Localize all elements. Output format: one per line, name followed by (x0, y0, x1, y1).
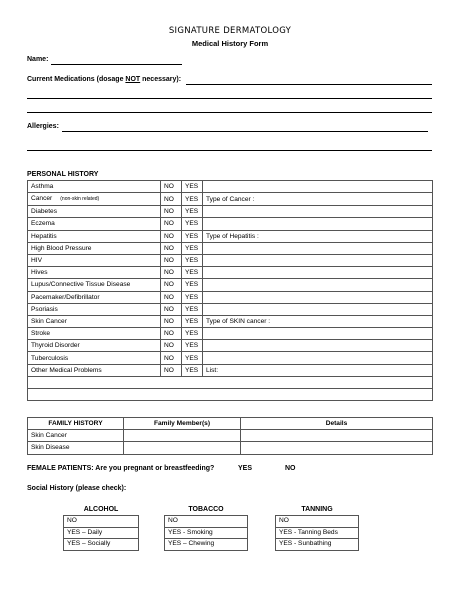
no-option[interactable]: NO (161, 291, 182, 303)
medications-label-not: NOT (125, 76, 141, 83)
social-history-heading: Social History (please check): (27, 485, 127, 492)
no-option[interactable]: NO (161, 303, 182, 315)
detail-cell[interactable]: Type of Hepatitis : (203, 230, 433, 242)
pregnancy-yes-option[interactable]: YES (238, 465, 253, 472)
personal-history-row (28, 242, 433, 254)
detail-cell[interactable] (203, 242, 433, 254)
medications-field-line-1[interactable] (186, 84, 432, 85)
condition-cell (28, 267, 161, 279)
blank-cell[interactable] (28, 389, 433, 401)
family-history-row (28, 430, 433, 442)
personal-history-row (28, 206, 433, 218)
condition-label: Cancer (31, 195, 53, 203)
yes-option[interactable]: YES (182, 193, 203, 206)
condition-label: Lupus/Connective Tissue Disease (31, 281, 131, 289)
condition-cell (28, 291, 161, 303)
allergies-field-line-2[interactable] (27, 150, 432, 151)
condition-cell (28, 254, 161, 266)
condition-label: Asthma (31, 183, 54, 191)
detail-cell[interactable] (203, 181, 433, 193)
alcohol-option-daily[interactable]: YES – Daily (64, 527, 139, 539)
family-history-header: FAMILY HISTORY (28, 418, 124, 430)
condition-cell (28, 328, 161, 340)
family-history-table (27, 417, 433, 455)
family-details-cell[interactable] (241, 430, 433, 442)
family-condition-label: Skin Disease (28, 442, 124, 454)
personal-history-row (28, 181, 433, 193)
condition-cell (28, 303, 161, 315)
no-option[interactable]: NO (161, 181, 182, 193)
tanning-option-sunbathing[interactable]: YES - Sunbathing (276, 539, 359, 551)
tanning-options (275, 515, 359, 551)
detail-cell[interactable] (203, 218, 433, 230)
personal-history-row (28, 230, 433, 242)
tanning-option-tanning-beds[interactable]: YES - Tanning Beds (276, 527, 359, 539)
detail-cell[interactable] (203, 279, 433, 291)
family-details-cell[interactable] (241, 442, 433, 454)
no-option[interactable]: NO (161, 340, 182, 352)
medications-field-line-2[interactable] (27, 98, 432, 99)
no-option[interactable]: NO (161, 230, 182, 242)
yes-option[interactable]: YES (182, 340, 203, 352)
no-option[interactable]: NO (161, 315, 182, 327)
condition-cell (28, 315, 161, 327)
personal-history-row (28, 315, 433, 327)
condition-label: High Blood Pressure (31, 244, 92, 252)
alcohol-group (63, 506, 139, 551)
medications-field-line-3[interactable] (27, 112, 432, 113)
no-option[interactable]: NO (161, 242, 182, 254)
yes-option[interactable]: YES (182, 352, 203, 364)
condition-label: Stroke (31, 330, 51, 338)
no-option[interactable]: NO (161, 328, 182, 340)
detail-cell[interactable] (203, 352, 433, 364)
yes-option[interactable]: YES (182, 303, 203, 315)
yes-option[interactable]: YES (182, 218, 203, 230)
yes-option[interactable]: YES (182, 267, 203, 279)
alcohol-options (63, 515, 139, 551)
detail-cell[interactable] (203, 267, 433, 279)
tobacco-option-smoking[interactable]: YES - Smoking (165, 527, 248, 539)
tobacco-heading: TOBACCO (188, 506, 224, 513)
yes-option[interactable]: YES (182, 364, 203, 376)
medications-label-part2: necessary): (140, 76, 182, 83)
personal-history-row (28, 254, 433, 266)
yes-option[interactable]: YES (182, 328, 203, 340)
alcohol-option-no[interactable]: NO (64, 516, 139, 528)
family-member-header: Family Member(s) (124, 418, 241, 430)
yes-option[interactable]: YES (182, 315, 203, 327)
tobacco-group (164, 506, 248, 551)
alcohol-option-socially[interactable]: YES – Socially (64, 539, 139, 551)
personal-history-row (28, 291, 433, 303)
yes-option[interactable]: YES (182, 242, 203, 254)
no-option[interactable]: NO (161, 267, 182, 279)
condition-label: Other Medical Problems (31, 366, 102, 374)
detail-cell[interactable] (203, 328, 433, 340)
condition-label: Pacemaker/Defibrillator (31, 293, 100, 301)
condition-cell (28, 230, 161, 242)
allergies-label: Allergies: (27, 123, 59, 130)
tobacco-option-no[interactable]: NO (165, 516, 248, 528)
no-option[interactable]: NO (161, 254, 182, 266)
personal-history-row (28, 328, 433, 340)
no-option[interactable]: NO (161, 193, 182, 206)
condition-cell (28, 352, 161, 364)
family-condition-label: Skin Cancer (28, 430, 124, 442)
yes-option[interactable]: YES (182, 279, 203, 291)
detail-cell[interactable] (203, 340, 433, 352)
personal-history-row (28, 279, 433, 291)
alcohol-heading: ALCOHOL (83, 506, 119, 513)
name-field[interactable] (51, 64, 182, 65)
yes-option[interactable]: YES (182, 181, 203, 193)
condition-label: Psoriasis (31, 305, 58, 313)
form-title: Medical History Form (191, 39, 269, 48)
detail-cell[interactable] (203, 291, 433, 303)
clinic-name: SIGNATURE DERMATOLOGY (168, 26, 292, 36)
condition-label: Skin Cancer (31, 317, 67, 325)
condition-cell (28, 364, 161, 376)
personal-history-row (28, 193, 433, 206)
personal-history-row (28, 364, 433, 376)
condition-label: Eczema (31, 220, 55, 228)
detail-cell[interactable] (203, 254, 433, 266)
condition-label: Hives (31, 269, 48, 277)
tobacco-options (164, 515, 248, 551)
tanning-option-no[interactable]: NO (276, 516, 359, 528)
no-option[interactable]: NO (161, 364, 182, 376)
tobacco-option-chewing[interactable]: YES – Chewing (165, 539, 248, 551)
no-option[interactable]: NO (161, 206, 182, 218)
blank-row (28, 376, 433, 388)
no-option[interactable]: NO (161, 352, 182, 364)
yes-option[interactable]: YES (182, 291, 203, 303)
detail-cell[interactable]: Type of Cancer : (203, 193, 433, 206)
personal-history-table (27, 180, 433, 401)
family-member-cell[interactable] (124, 430, 241, 442)
personal-history-heading: PERSONAL HISTORY (27, 171, 99, 178)
family-member-cell[interactable] (124, 442, 241, 454)
condition-cell (28, 279, 161, 291)
condition-label: Thyroid Disorder (31, 342, 80, 350)
condition-cell (28, 218, 161, 230)
personal-history-row (28, 218, 433, 230)
condition-label: HIV (31, 257, 42, 265)
pregnancy-question: FEMALE PATIENTS: Are you pregnant or breastfeeding? (27, 465, 215, 472)
detail-cell[interactable] (203, 206, 433, 218)
family-history-row (28, 442, 433, 454)
name-label: Name: (27, 56, 49, 63)
personal-history-row (28, 303, 433, 315)
tanning-group (275, 506, 359, 551)
yes-option[interactable]: YES (182, 254, 203, 266)
medications-label (27, 76, 181, 83)
details-header: Details (241, 418, 433, 430)
personal-history-row (28, 352, 433, 364)
no-option[interactable]: NO (161, 218, 182, 230)
pregnancy-no-option[interactable]: NO (285, 465, 296, 472)
blank-row (28, 389, 433, 401)
blank-cell[interactable] (28, 376, 433, 388)
personal-history-row (28, 267, 433, 279)
condition-note: (non-skin related) (60, 196, 100, 203)
condition-cell (28, 193, 161, 206)
condition-cell (28, 340, 161, 352)
detail-cell[interactable] (203, 303, 433, 315)
condition-label: Hepatitis (31, 232, 57, 240)
detail-cell[interactable]: List: (203, 364, 433, 376)
yes-option[interactable]: YES (182, 230, 203, 242)
detail-cell[interactable]: Type of SKIN cancer : (203, 315, 433, 327)
personal-history-row (28, 340, 433, 352)
yes-option[interactable]: YES (182, 206, 203, 218)
condition-cell (28, 242, 161, 254)
medications-label-part1: Current Medications (dosage (27, 76, 126, 83)
condition-cell (28, 181, 161, 193)
tanning-heading: TANNING (301, 506, 333, 513)
allergies-field-line-1[interactable] (62, 131, 428, 132)
condition-label: Tuberculosis (31, 354, 69, 362)
condition-label: Diabetes (31, 208, 58, 216)
no-option[interactable]: NO (161, 279, 182, 291)
condition-cell (28, 206, 161, 218)
